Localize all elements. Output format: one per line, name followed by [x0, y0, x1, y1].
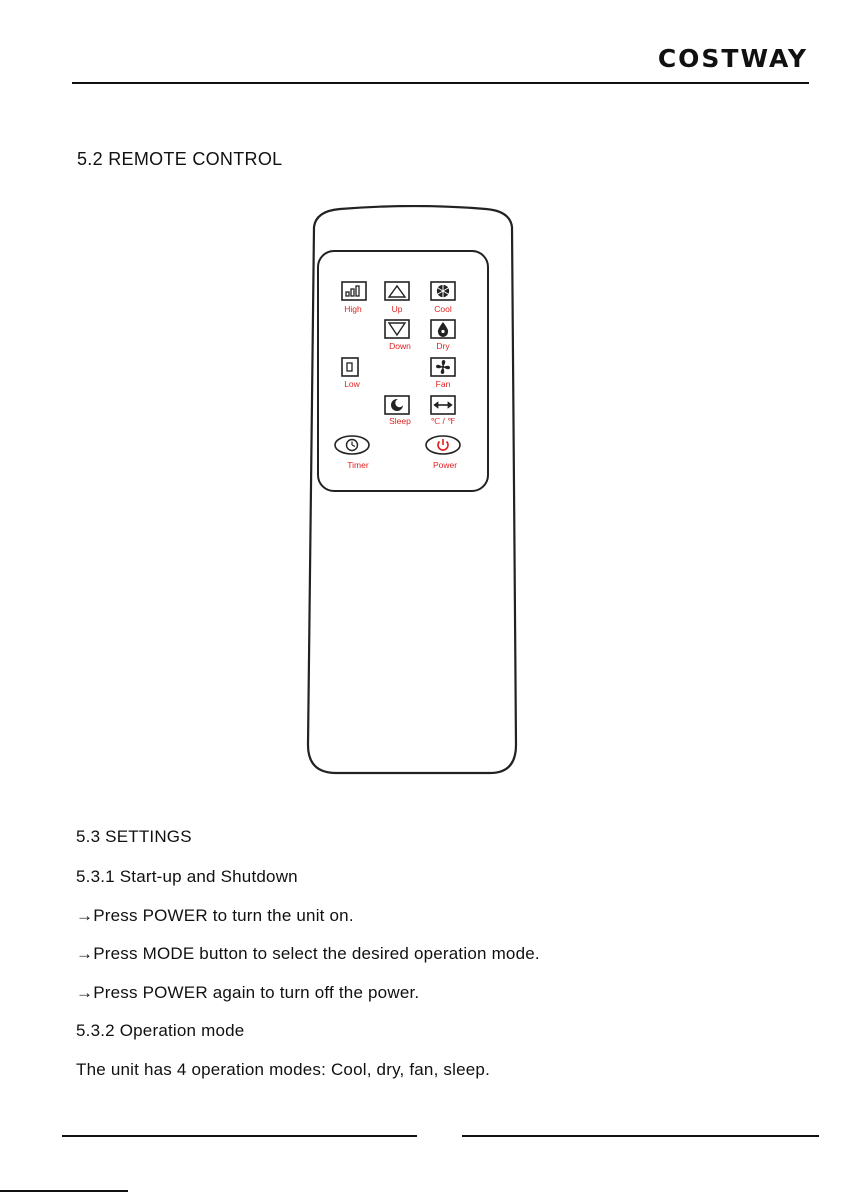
footer-divider-right [462, 1135, 819, 1137]
instruction-step: →Press MODE button to select the desired operation mode. [76, 944, 540, 963]
down-button[interactable] [385, 320, 411, 351]
temperature-unit-button[interactable] [431, 396, 457, 426]
high-label: High [344, 304, 362, 314]
instruction-step: →Press POWER to turn the unit on. [76, 906, 354, 925]
instruction-step: →Press POWER again to turn off the power. [76, 983, 420, 1002]
up-label: Up [391, 304, 403, 314]
sleep-label: Sleep [389, 416, 411, 426]
remote-control-illustration [300, 205, 528, 775]
remote-control-heading: 5.2 REMOTE CONTROL [77, 149, 283, 169]
down-label: Down [389, 341, 411, 351]
timer-label: Timer [347, 460, 369, 470]
low-label: Low [344, 379, 360, 389]
fan-label: Fan [435, 379, 451, 389]
header-divider [72, 82, 809, 84]
low-button[interactable] [342, 358, 361, 389]
operation-mode-heading: 5.3.2 Operation mode [76, 1021, 245, 1040]
cool-button[interactable] [431, 282, 455, 314]
startup-shutdown-heading: 5.3.1 Start-up and Shutdown [76, 867, 298, 886]
temperature-unit-label: ℃ / ℉ [430, 416, 456, 426]
power-label: Power [432, 460, 458, 470]
dry-label: Dry [436, 341, 450, 351]
operation-mode-text: The unit has 4 operation modes: Cool, dry, fan, sleep. [76, 1060, 490, 1079]
brand-logo: COSTWAY [657, 44, 808, 73]
settings-heading: 5.3 SETTINGS [76, 827, 192, 846]
cool-label: Cool [434, 304, 452, 314]
sleep-button[interactable] [385, 396, 411, 426]
footer-divider-left [62, 1135, 417, 1137]
